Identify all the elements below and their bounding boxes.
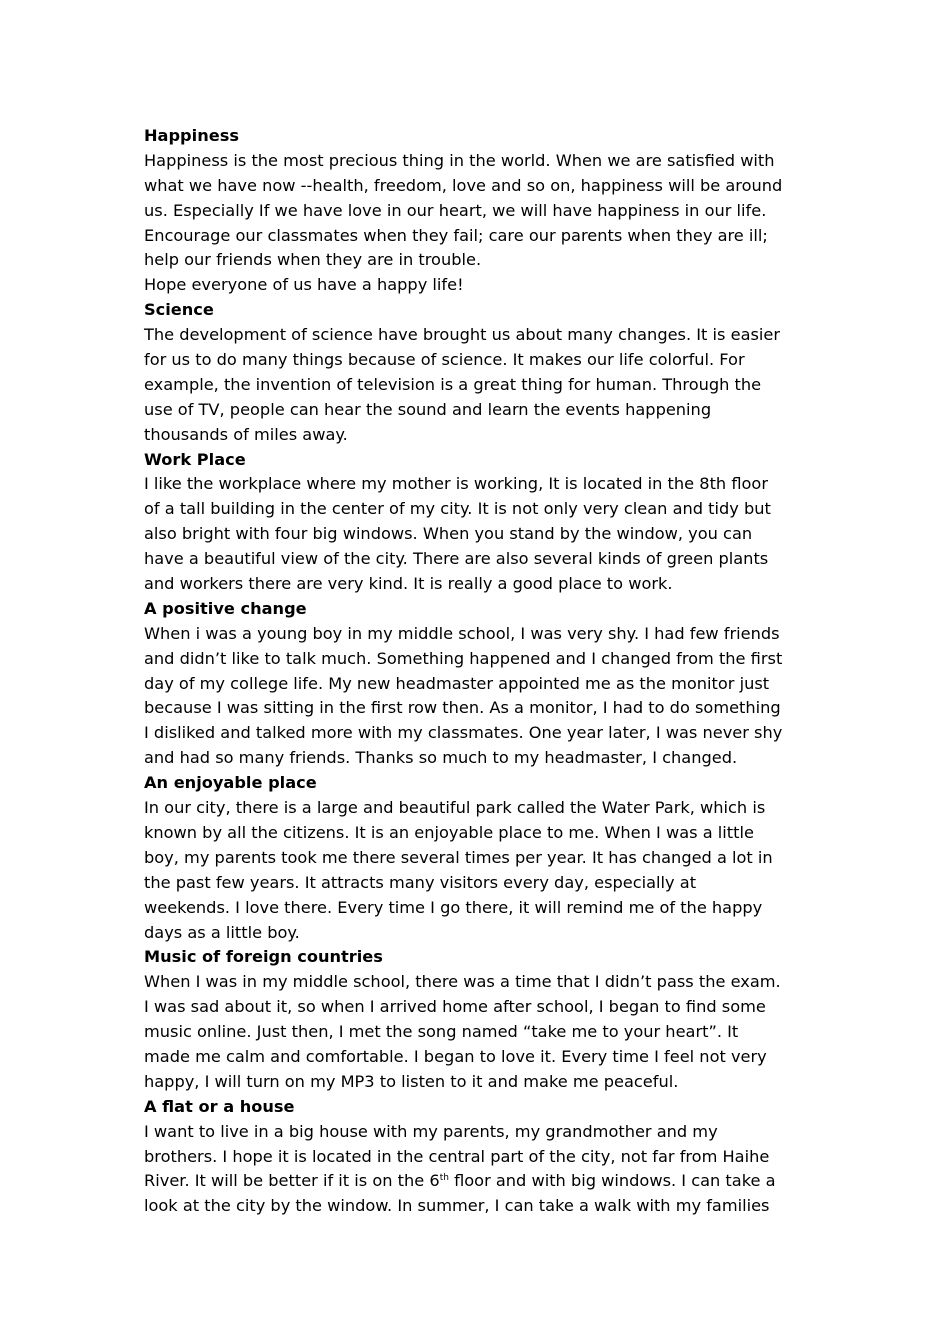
paragraph-line: I was sad about it, so when I arrived home after school, I began to find some <box>144 997 766 1017</box>
paragraph-line: because I was sitting in the first row then. As a monitor, I had to do something <box>144 698 781 718</box>
paragraph-line: In our city, there is a large and beautiful park called the Water Park, which is <box>144 798 766 818</box>
paragraph-line: made me calm and comfortable. I began to love it. Every time I feel not very <box>144 1046 767 1066</box>
section-heading: Music of foreign countries <box>144 947 383 967</box>
paragraph-line: also bright with four big windows. When you stand by the window, you can <box>144 524 753 544</box>
section-flat-or-house <box>144 1095 816 1219</box>
line-text-before: River. It will be better if it is on the 6 <box>144 1171 440 1191</box>
paragraph-line: thousands of miles away. <box>144 424 348 444</box>
paragraph-line: look at the city by the window. In summer, I can take a walk with my families <box>144 1196 770 1216</box>
paragraph-line: day of my college life. My new headmaster appointed me as the monitor just <box>144 673 770 693</box>
paragraph-line: days as a little boy. <box>144 922 300 942</box>
paragraph-line: happy, I will turn on my MP3 to listen to it and make me peaceful. <box>144 1071 679 1091</box>
paragraph-line: When i was a young boy in my middle school, I was very shy. I had few friends <box>144 623 780 643</box>
section-heading: Science <box>144 300 214 320</box>
paragraph-line: boy, my parents took me there several times per year. It has changed a lot in <box>144 847 773 867</box>
paragraph-line: known by all the citizens. It is an enjoyable place to me. When I was a little <box>144 822 754 842</box>
paragraph-line: for us to do many things because of science. It makes our life colorful. For <box>144 350 745 370</box>
paragraph-line: music online. Just then, I met the song named “take me to your heart”. It <box>144 1022 739 1042</box>
paragraph-line: help our friends when they are in trouble. <box>144 250 482 270</box>
paragraph-line: the past few years. It attracts many visitors every day, especially at <box>144 872 697 892</box>
document-page <box>144 124 816 1219</box>
paragraph-line: weekends. I love there. Every time I go there, it will remind me of the happy <box>144 897 763 917</box>
paragraph-line: what we have now --health, freedom, love and so on, happiness will be around <box>144 175 783 195</box>
paragraph-line: Hope everyone of us have a happy life! <box>144 275 464 295</box>
line-text-after: floor and with big windows. I can take a <box>448 1171 776 1191</box>
paragraph-line: brothers. I hope it is located in the central part of the city, not far from Haihe <box>144 1146 770 1166</box>
paragraph-line: use of TV, people can hear the sound and learn the events happening <box>144 399 712 419</box>
paragraph-line: and didn’t like to talk much. Something happened and I changed from the first <box>144 648 783 668</box>
paragraph-line: Encourage our classmates when they fail; care our parents when they are ill; <box>144 225 768 245</box>
paragraph-line: Happiness is the most precious thing in the world. When we are satisfied with <box>144 150 775 170</box>
paragraph-line: us. Especially If we have love in our heart, we will have happiness in our life. <box>144 200 767 220</box>
paragraph-line: I like the workplace where my mother is working, It is located in the 8th floor <box>144 474 768 494</box>
paragraph-line: and had so many friends. Thanks so much to my headmaster, I changed. <box>144 748 738 768</box>
ordinal-superscript: th <box>439 1173 449 1184</box>
paragraph-line: have a beautiful view of the city. There are also several kinds of green plants <box>144 549 769 569</box>
section-science <box>144 298 816 447</box>
paragraph-line: I want to live in a big house with my parents, my grandmother and my <box>144 1121 718 1141</box>
section-heading: An enjoyable place <box>144 773 317 793</box>
paragraph-line: and workers there are very kind. It is really a good place to work. <box>144 574 673 594</box>
paragraph-line-with-superscript <box>144 1169 816 1194</box>
section-enjoyable-place <box>144 771 816 945</box>
paragraph-line: I disliked and talked more with my classmates. One year later, I was never shy <box>144 723 783 743</box>
section-heading: A positive change <box>144 598 307 618</box>
section-work-place <box>144 448 816 597</box>
section-heading: Happiness <box>144 126 239 145</box>
section-positive-change <box>144 597 816 771</box>
section-foreign-music <box>144 945 816 1094</box>
paragraph-line: example, the invention of television is a great thing for human. Through the <box>144 374 762 394</box>
section-heading: Work Place <box>144 449 246 469</box>
paragraph-line: The development of science have brought us about many changes. It is easier <box>144 325 781 345</box>
paragraph-line: of a tall building in the center of my city. It is not only very clean and tidy but <box>144 499 771 519</box>
section-happiness <box>144 124 816 298</box>
paragraph-line: When I was in my middle school, there was a time that I didn’t pass the exam. <box>144 972 781 992</box>
section-heading: A flat or a house <box>144 1096 295 1116</box>
